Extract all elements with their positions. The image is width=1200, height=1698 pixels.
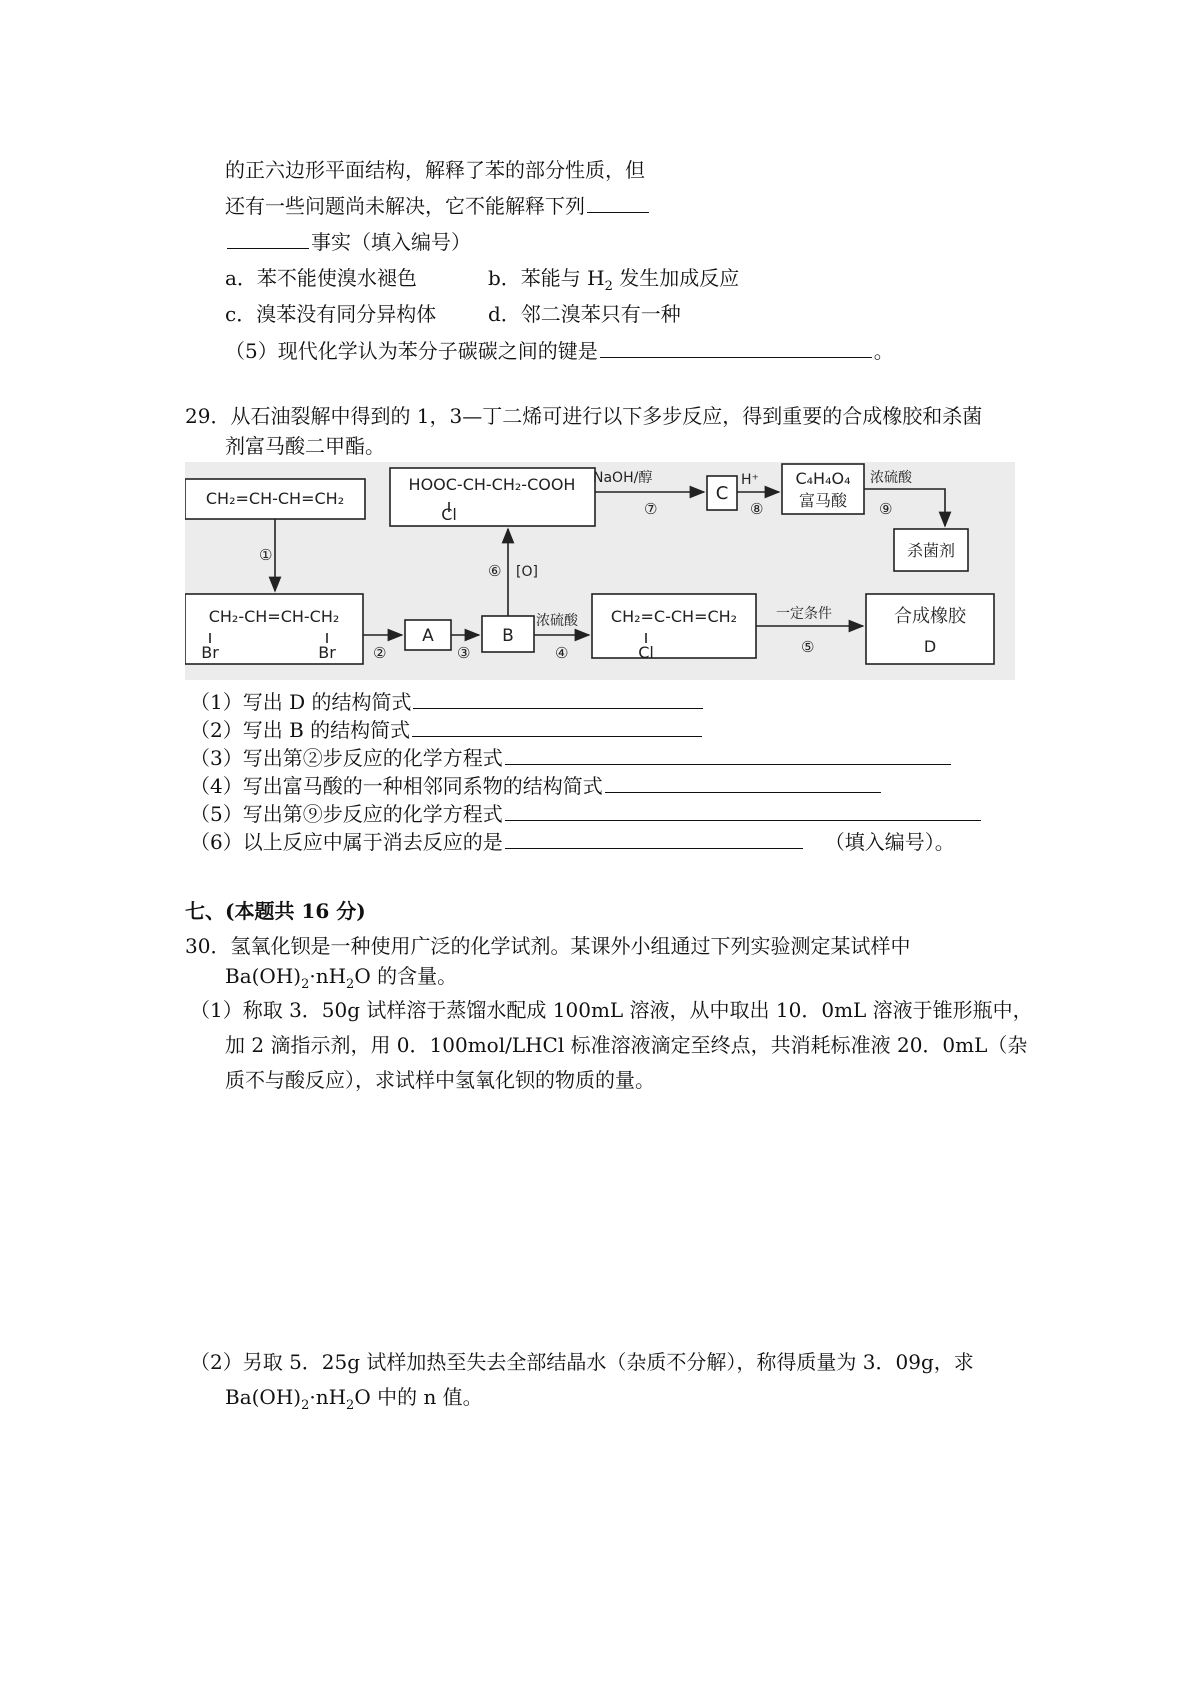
q29-sub2 [190, 716, 704, 744]
q28-answer-blank-b[interactable] [227, 228, 309, 249]
q29-stem-line1: 29．从石油裂解中得到的 1，3—丁二烯可进行以下多步反应，得到重要的合成橡胶和杀菌 [185, 404, 983, 428]
fumaric-name: 富马酸 [798, 491, 848, 510]
q29-sub3 [190, 744, 953, 772]
q29-sub1-text: （1）写出 D 的结构简式 [190, 690, 412, 714]
step3-label: ③ [457, 644, 471, 662]
q28-sub5 [225, 337, 894, 365]
q28-option-b-sub: 2 [604, 279, 613, 294]
condition-h2so4-top: 浓硫酸 [870, 470, 912, 486]
q30-p2-formula-sub2: 2 [346, 1398, 355, 1413]
q30-stem-line1: 30．氢氧化钡是一种使用广泛的化学试剂。某课外小组通过下列实验测定某试样中 [185, 934, 911, 958]
q29-sub3-text: （3）写出第②步反应的化学方程式 [190, 746, 503, 770]
reaction-scheme-diagram [185, 462, 1015, 680]
q28-sub5-answer-blank[interactable] [600, 337, 872, 358]
q30-p2-line1: （2）另取 5．25g 试样加热至失去全部结晶水（杂质不分解），称得质量为 3．09g，求 [190, 1350, 974, 1374]
q28-option-c: c．溴苯没有同分异构体 [225, 302, 437, 326]
bactericide-label: 杀菌剂 [906, 541, 956, 560]
section7-heading: 七、(本题共 16 分) [185, 899, 366, 923]
q29-sub6-answer-blank[interactable] [505, 828, 803, 849]
q30-p2-line2 [225, 1383, 483, 1420]
q30-p2-formula-pre: Ba(OH) [225, 1385, 302, 1409]
q28-sub5-period: 。 [873, 339, 894, 363]
step1-label: ① [259, 546, 273, 564]
q30-formula-sub1: 2 [301, 977, 310, 992]
compound-b-label: B [502, 626, 514, 646]
chloroprene-cl: Cl [638, 643, 654, 662]
chloroprene-box [592, 594, 756, 658]
q30-formula-sub2: 2 [346, 977, 355, 992]
q29-sub6-text: （6）以上反应中属于消去反应的是 [190, 830, 503, 854]
q29-sub5 [190, 800, 983, 828]
q28-text-line3 [225, 228, 471, 256]
q28-sub5-text: （5）现代化学认为苯分子碳碳之间的键是 [225, 339, 598, 363]
dibromide-br1: Br [201, 643, 219, 662]
dibromide-formula: CH₂-CH=CH-CH₂ [208, 607, 340, 626]
step5-label: ⑤ [801, 638, 815, 656]
q28-text-line2 [225, 192, 651, 220]
condition-certain: 一定条件 [776, 606, 832, 622]
q30-p1-line2: 加 2 滴指示剂，用 0．100mol/LHCl 标准溶液滴定至终点，共消耗标准液 20．0mL（杂 [225, 1033, 1028, 1057]
step7-label: ⑦ [644, 500, 658, 518]
condition-naoh: NaOH/醇 [593, 470, 653, 486]
q29-sub5-text: （5）写出第⑨步反应的化学方程式 [190, 802, 503, 826]
q30-p2-formula-sub1: 2 [301, 1398, 310, 1413]
chloroprene-formula: CH₂=C-CH=CH₂ [610, 607, 738, 626]
q30-formula-post: O 的含量。 [354, 964, 458, 988]
fumaric-formula: C₄H₄O₄ [795, 469, 851, 488]
q30-stem-line2 [225, 962, 457, 999]
q28-option-b-post: 发生加成反应 [612, 266, 740, 290]
q29-sub2-answer-blank[interactable] [412, 716, 702, 737]
q30-p2-formula-post: O 中的 n 值。 [354, 1385, 483, 1409]
q30-p1-line1: （1）称取 3．50g 试样溶于蒸馏水配成 100mL 溶液，从中取出 10．0mL 溶液于锥形瓶中， [190, 998, 1033, 1022]
q28-line3-suffix: 事实（填入编号） [311, 230, 471, 254]
q30-p2-formula-mid: ·nH [309, 1385, 347, 1409]
q29-sub4-text: （4）写出富马酸的一种相邻同系物的结构简式 [190, 774, 603, 798]
q28-text-line1: 的正六边形平面结构，解释了苯的部分性质，但 [225, 158, 645, 182]
q29-sub4 [190, 772, 883, 800]
q29-sub3-answer-blank[interactable] [505, 744, 951, 765]
rubber-name: 合成橡胶 [894, 606, 966, 627]
q29-sub6-suffix: （填入编号）。 [824, 830, 955, 854]
compound-a-label: A [422, 626, 434, 646]
q28-option-b-pre: b．苯能与 H [488, 266, 605, 290]
step4-label: ④ [555, 644, 569, 662]
dibromide-br2: Br [318, 643, 336, 662]
q30-formula-pre: Ba(OH) [225, 964, 302, 988]
chloro-acid-cl: Cl [441, 505, 457, 524]
step6-label: ⑥ [488, 562, 502, 580]
q30-formula-mid: ·nH [309, 964, 347, 988]
q29-sub1-answer-blank[interactable] [413, 688, 703, 709]
q28-option-b [488, 264, 739, 301]
q29-stem-line2: 剂富马酸二甲酯。 [225, 434, 385, 458]
q29-sub6 [190, 828, 955, 856]
condition-h: H⁺ [741, 472, 759, 488]
q28-answer-blank-a[interactable] [587, 192, 649, 213]
compound-c-label: C [715, 483, 729, 504]
q29-sub5-answer-blank[interactable] [505, 800, 981, 821]
q30-p1-line3: 质不与酸反应），求试样中氢氧化钡的物质的量。 [225, 1068, 655, 1092]
q28-option-a: a．苯不能使溴水褪色 [225, 266, 417, 290]
condition-h2so4-bottom: 浓硫酸 [536, 613, 578, 629]
q29-sub4-answer-blank[interactable] [605, 772, 881, 793]
step9-label: ⑨ [879, 500, 893, 518]
butadiene-formula: CH₂=CH-CH=CH₂ [205, 489, 345, 508]
arrow-step9 [864, 489, 945, 526]
rubber-letter: D [923, 637, 937, 656]
chloro-acid-formula: HOOC-CH-CH₂-COOH [408, 475, 576, 494]
condition-oxidation: [O] [516, 564, 538, 580]
q29-sub1 [190, 688, 705, 716]
step8-label: ⑧ [750, 500, 764, 518]
step2-label: ② [373, 644, 387, 662]
q28-line2-text: 还有一些问题尚未解决，它不能解释下列 [225, 194, 585, 218]
q29-sub2-text: （2）写出 B 的结构简式 [190, 718, 411, 742]
q28-option-d: d．邻二溴苯只有一种 [488, 302, 681, 326]
